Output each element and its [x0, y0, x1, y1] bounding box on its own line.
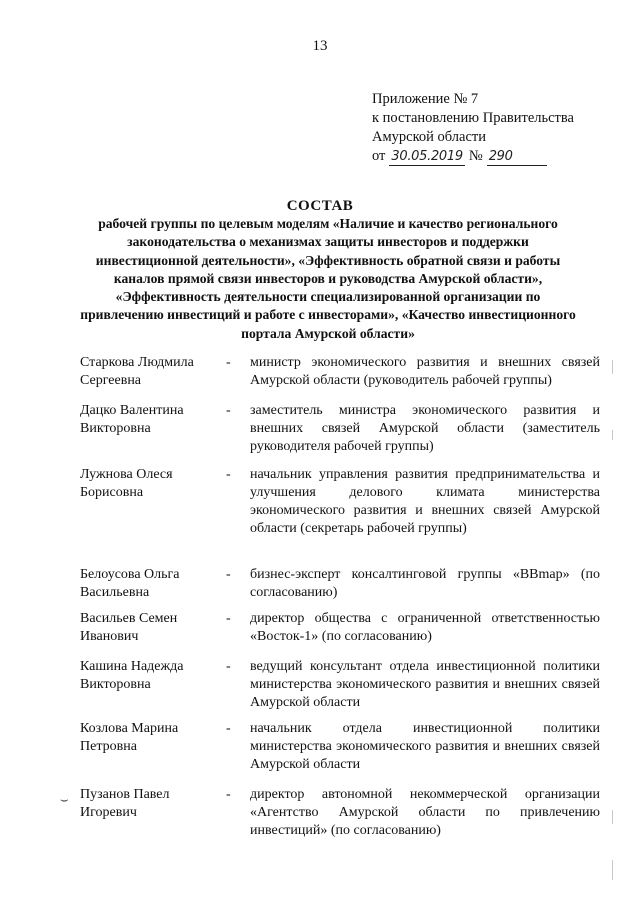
- member-name: Пузанов Павел Игоревич: [80, 787, 170, 820]
- number-sign: №: [468, 148, 483, 164]
- member-role: министр экономического развития и внешних связей Амурской области (руководитель рабочей группы): [250, 355, 600, 388]
- scan-artifact: [612, 430, 613, 440]
- member-name: Старкова Людмила Сергеевна: [80, 355, 194, 388]
- member-name: Кашина Надежда Викторовна: [80, 659, 184, 692]
- handwritten-number: 290: [487, 149, 547, 166]
- appendix-date-line: [372, 147, 612, 166]
- date-prefix: от: [372, 148, 386, 164]
- member-name: Васильев Семен Иванович: [80, 611, 178, 644]
- member-name: Козлова Марина Петровна: [80, 721, 179, 754]
- member-dash: -: [226, 611, 231, 626]
- member-dash: -: [226, 567, 231, 582]
- member-role: бизнес-эксперт консалтинговой группы «BBmap» (по согласованию): [250, 567, 600, 600]
- appendix-title: Приложение № 7: [372, 91, 479, 107]
- member-role: директор общества с ограниченной ответственностью «Восток-1» (по согласованию): [250, 611, 600, 644]
- page-number: 13: [312, 38, 328, 54]
- member-role: начальник отдела инвестиционной политики министерства экономического развития и внешних связей Амурской области: [250, 721, 600, 772]
- member-dash: -: [226, 721, 231, 736]
- scan-artifact: [612, 810, 613, 824]
- member-name: Белоусова Ольга Васильевна: [80, 567, 180, 600]
- member-row: [80, 566, 600, 602]
- member-row: [80, 720, 600, 774]
- appendix-region: Амурской области: [372, 129, 486, 145]
- member-dash: -: [226, 403, 231, 418]
- member-name: Дацко Валентина Викторовна: [80, 403, 184, 436]
- member-role: заместитель министра экономического развития и внешних связей Амурской области (заместитель руководителя рабочей группы): [250, 403, 600, 454]
- member-row: [80, 402, 600, 456]
- member-role: ведущий консультант отдела инвестиционной политики министерства экономического развития и внешних связей Амурской области: [250, 659, 600, 710]
- member-row: [80, 658, 600, 712]
- member-row: [80, 466, 600, 538]
- document-title: СОСТАВ: [286, 198, 354, 214]
- appendix-block: [372, 90, 612, 166]
- member-role: начальник управления развития предпринимательства и улучшения делового климата министерства экономического развития и внешних связей Амурской области (секретарь рабочей группы): [250, 467, 600, 536]
- scan-artifact: [612, 360, 613, 374]
- margin-pen-mark-icon: ⌣: [60, 792, 69, 807]
- member-dash: -: [226, 467, 231, 482]
- appendix-decree: к постановлению Правительства: [372, 110, 574, 126]
- member-dash: -: [226, 659, 231, 674]
- member-role: директор автономной некоммерческой организации «Агентство Амурской области по привлечению инвестиций» (по согласованию): [250, 787, 600, 838]
- document-subtitle: рабочей группы по целевым моделям «Наличие и качество регионального законодательства о механизмах защиты инвесторов и поддержки инвестиционной деятельности», «Эффективность обратной связи и работы каналов прямой связи инвесторов и руководства Амурской области», «Эффективность деятельности специализированной организации по привлечению инвестиций и работе с инвесторами», «Качество инвестиционного портала Амурской области»: [80, 216, 576, 341]
- member-row: [80, 786, 600, 840]
- member-row: [80, 610, 600, 646]
- handwritten-date: 30.05.2019: [391, 149, 463, 164]
- scan-artifact: [612, 860, 613, 880]
- member-dash: -: [226, 787, 231, 802]
- member-row: [80, 354, 600, 390]
- member-name: Лужнова Олеся Борисовна: [80, 467, 173, 500]
- member-dash: -: [226, 355, 231, 370]
